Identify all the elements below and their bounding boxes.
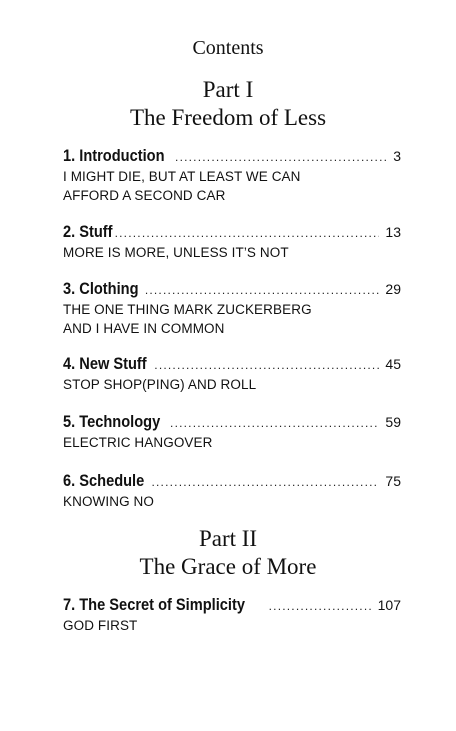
toc-entry-page-number: 3 bbox=[393, 148, 401, 164]
toc-entry-page-number: 107 bbox=[377, 597, 401, 613]
toc-entry-new-stuff[interactable] bbox=[63, 354, 401, 394]
subtitle-line: AFFORD A SECOND CAR bbox=[63, 188, 226, 203]
subtitle-line: ELECTRIC HANGOVER bbox=[63, 435, 213, 450]
toc-entry-page-number: 45 bbox=[385, 356, 401, 372]
contents-heading: Contents bbox=[192, 37, 264, 59]
toc-entry-title: 5. Technology bbox=[63, 412, 161, 431]
toc-entry-secret-of-simplicity[interactable] bbox=[63, 595, 401, 635]
subtitle-line: KNOWING NO bbox=[63, 494, 154, 509]
subtitle-line: AND I HAVE IN COMMON bbox=[63, 321, 225, 336]
subtitle-line: GOD FIRST bbox=[63, 618, 138, 633]
subtitle-line: STOP SHOP(PING) AND ROLL bbox=[63, 377, 257, 392]
dot-leader bbox=[151, 475, 379, 489]
dot-leader bbox=[175, 150, 387, 164]
toc-entry-subtitle bbox=[63, 616, 401, 635]
toc-entry-title: 6. Schedule bbox=[63, 471, 145, 490]
toc-entry-page-number: 13 bbox=[385, 224, 401, 240]
toc-entry-page-number: 59 bbox=[385, 414, 401, 430]
toc-entry-clothing[interactable] bbox=[63, 279, 401, 338]
toc-entry-subtitle bbox=[63, 433, 401, 452]
dot-leader bbox=[145, 283, 380, 297]
toc-entry-schedule[interactable] bbox=[63, 471, 401, 511]
toc-entry-subtitle bbox=[63, 492, 401, 511]
toc-entry-subtitle bbox=[63, 243, 401, 262]
dot-leader bbox=[154, 358, 379, 372]
toc-entry-page-number: 75 bbox=[385, 473, 401, 489]
part-1-heading bbox=[0, 76, 456, 132]
part-1-label: Part I bbox=[202, 77, 254, 102]
toc-entry-subtitle bbox=[63, 300, 401, 338]
toc-entry-subtitle bbox=[63, 375, 401, 394]
part-2-heading bbox=[0, 525, 456, 581]
dot-leader bbox=[269, 599, 372, 613]
toc-entry-page-number: 29 bbox=[385, 281, 401, 297]
subtitle-line: I MIGHT DIE, BUT AT LEAST WE CAN bbox=[63, 169, 301, 184]
part-2-label: Part II bbox=[198, 526, 258, 551]
part-2-title: The Grace of More bbox=[139, 554, 317, 579]
part-1-title: The Freedom of Less bbox=[129, 105, 327, 130]
toc-entry-title: 7. The Secret of Simplicity bbox=[63, 595, 245, 614]
toc-entry-introduction[interactable] bbox=[63, 146, 401, 205]
toc-entry-subtitle bbox=[63, 167, 401, 205]
toc-entry-stuff[interactable] bbox=[63, 222, 401, 262]
dot-leader bbox=[115, 226, 380, 240]
subtitle-line: MORE IS MORE, UNLESS IT’S NOT bbox=[63, 245, 289, 260]
toc-entry-title: 1. Introduction bbox=[63, 146, 165, 165]
subtitle-line: THE ONE THING MARK ZUCKERBERG bbox=[63, 302, 312, 317]
toc-entry-title: 4. New Stuff bbox=[63, 354, 147, 373]
toc-entry-title: 2. Stuff bbox=[63, 222, 113, 241]
toc-entry-title: 3. Clothing bbox=[63, 279, 139, 298]
toc-entry-technology[interactable] bbox=[63, 412, 401, 452]
dot-leader bbox=[170, 416, 379, 430]
